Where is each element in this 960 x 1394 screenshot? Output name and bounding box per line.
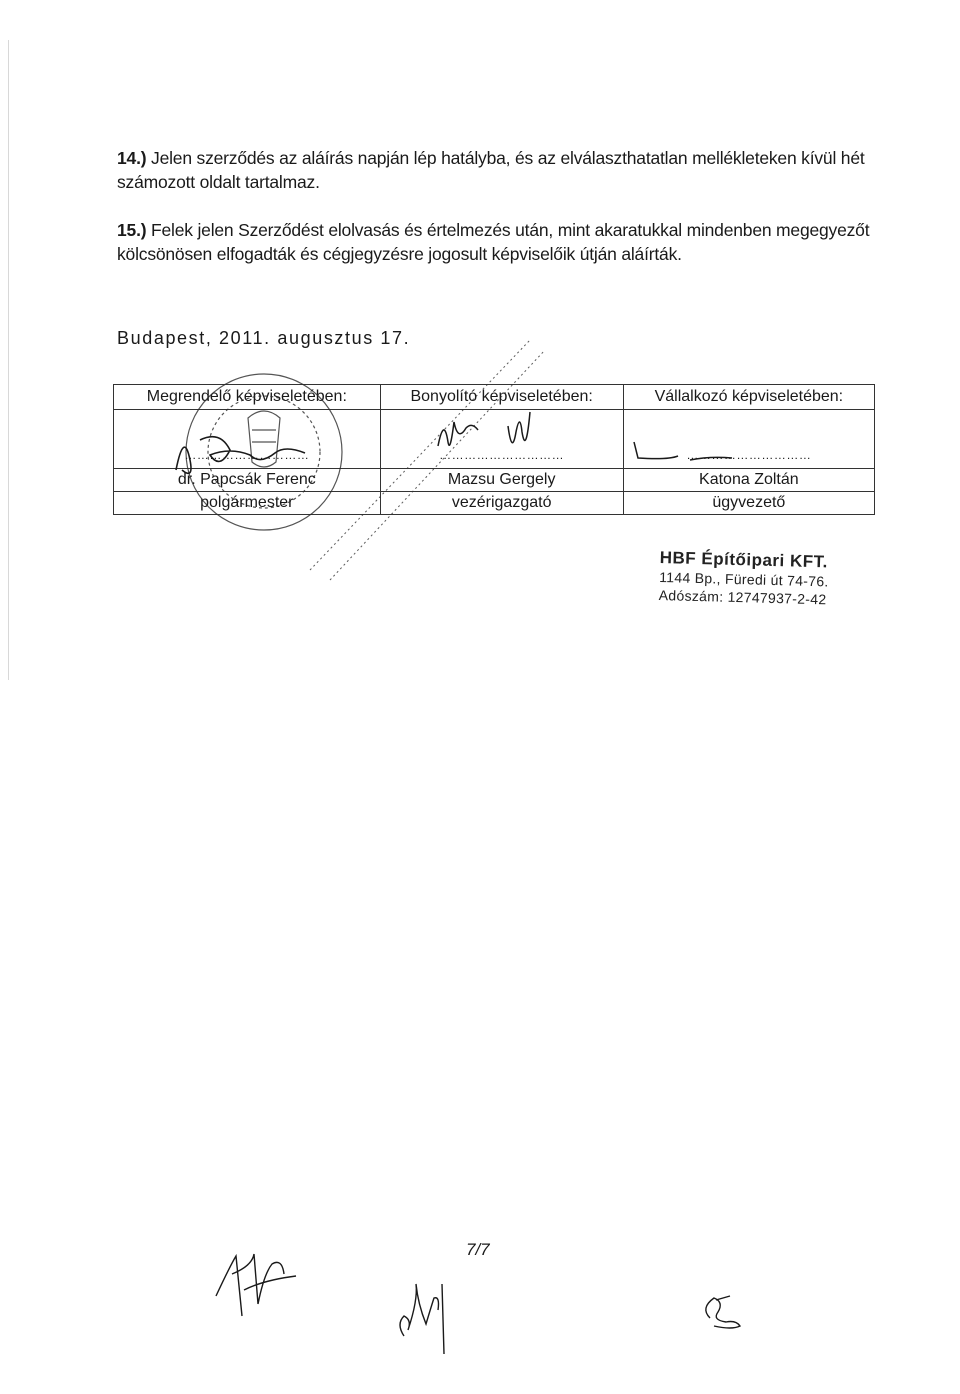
sig-name-manager: Mazsu Gergely — [380, 469, 623, 492]
company-stamp — [659, 548, 880, 610]
initials-right-icon — [706, 1296, 740, 1328]
sig-dots: ………………………… — [439, 448, 565, 462]
sig-header-client: Megrendelő képviseletében: — [114, 385, 381, 410]
sig-role-client: polgármester — [114, 492, 381, 515]
initials-left-icon — [216, 1254, 296, 1316]
company-stamp-tax: Adószám: 12747937-2-42 — [658, 586, 827, 608]
sig-line-contractor — [623, 410, 874, 469]
signature-table — [113, 384, 875, 515]
sig-header-manager: Bonyolító képviseletében: — [380, 385, 623, 410]
company-stamp-address: 1144 Bp., Füredi út 74-76. — [659, 568, 829, 590]
paragraph-15 — [117, 218, 877, 266]
initials-center-icon — [400, 1284, 444, 1354]
paragraph-15-number: 15.) — [117, 220, 147, 240]
paragraph-14 — [117, 146, 877, 194]
sig-role-contractor: ügyvezető — [623, 492, 874, 515]
sig-role-manager: vezérigazgató — [380, 492, 623, 515]
page-number: 7/7 — [466, 1240, 490, 1259]
sig-line-client — [114, 410, 381, 469]
sig-line-manager — [380, 410, 623, 469]
sig-name-contractor: Katona Zoltán — [623, 469, 874, 492]
sig-dots: ………………………… — [686, 448, 812, 462]
paragraph-14-number: 14.) — [117, 148, 147, 168]
sig-name-client: dr. Papcsák Ferenc — [114, 469, 381, 492]
paragraph-15-text: Felek jelen Szerződést elolvasás és értelmezés után, mint akaratukkal mindenben megegyezőt kölcsönösen elfogadták és cégjegyzésre jogosult képviselőik útján aláírták. — [117, 220, 870, 264]
margin-line — [8, 40, 9, 680]
sig-header-contractor: Vállalkozó képviseletében: — [623, 385, 874, 410]
place-date: Budapest, 2011. augusztus 17. — [117, 328, 411, 348]
sig-dots: ………………………… — [184, 448, 310, 462]
company-stamp-name: HBF Építőipari KFT. — [659, 548, 829, 572]
paragraph-14-text: Jelen szerződés az aláírás napján lép hatályba, és az elválaszthatatlan mellékleteken kívül hét számozott oldalt tartalmaz. — [117, 148, 865, 192]
